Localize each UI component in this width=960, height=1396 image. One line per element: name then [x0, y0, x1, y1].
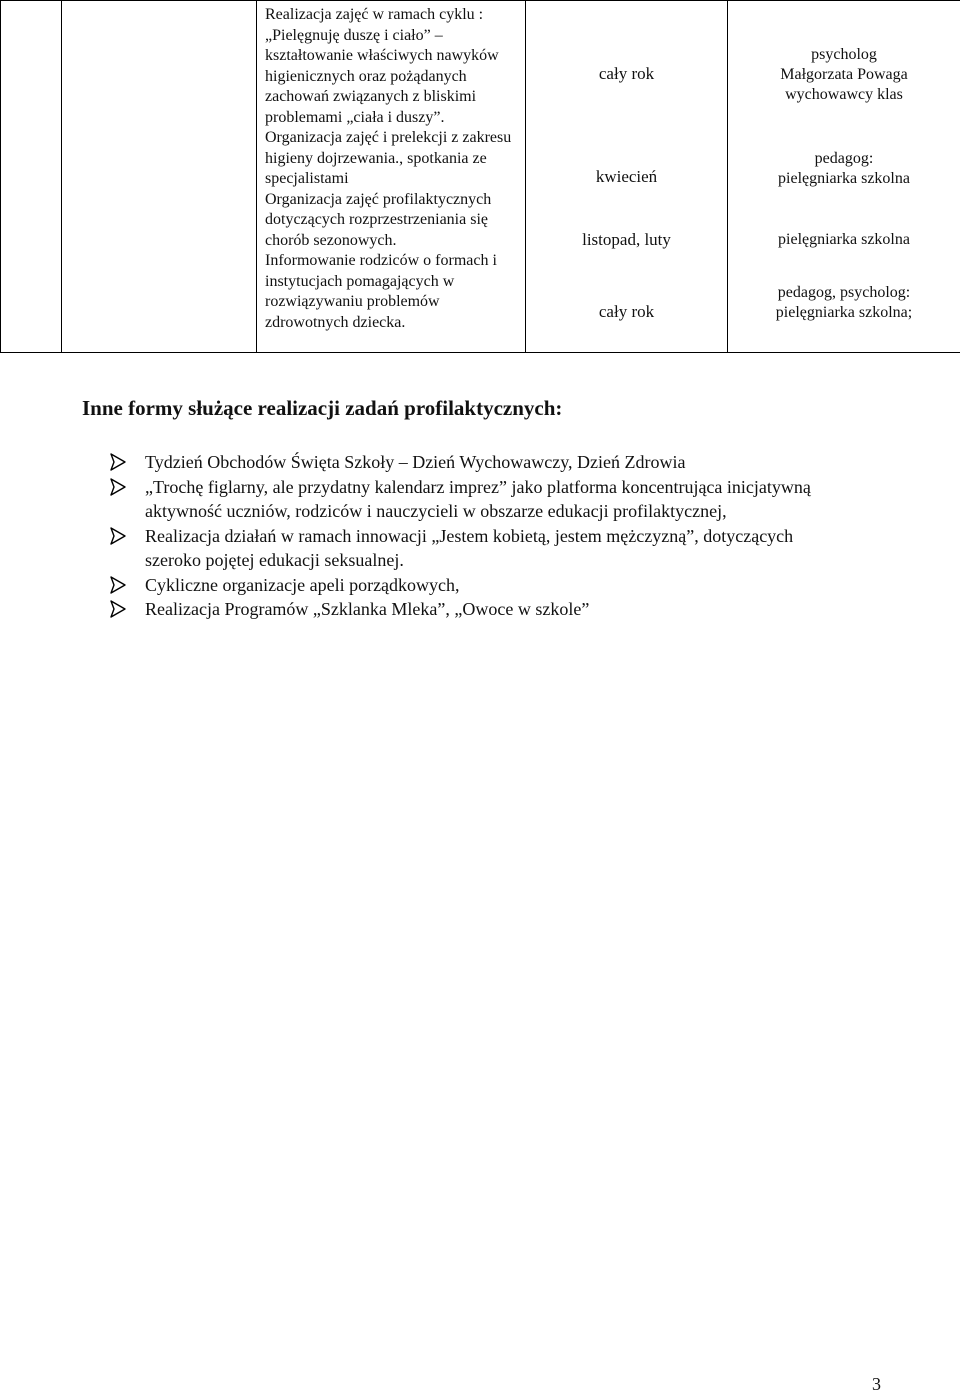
bullet-text: Cykliczne organizacje apeli porządkowych, — [145, 574, 460, 595]
bullet-text: Realizacja Programów „Szklanka Mleka”, „Owoce w szkole” — [145, 599, 590, 619]
list-item — [108, 573, 848, 598]
term-text: listopad, luty — [582, 230, 671, 249]
page-number: 3 — [872, 1374, 881, 1394]
responsible-text: pielęgniarka szkolna; — [775, 304, 913, 321]
table-row — [1, 1, 960, 353]
term-text: cały rok — [598, 302, 655, 321]
empty-cell — [62, 1, 257, 353]
list-item — [108, 450, 848, 475]
responsible-text: Małgorzata Powaga — [780, 66, 908, 83]
responsible-text: wychowawcy klas — [785, 86, 903, 103]
empty-cell — [1, 1, 62, 353]
term-text: cały rok — [598, 64, 655, 83]
responsible-text: pedagog: — [814, 150, 874, 167]
section-heading: Inne formy służące realizacji zadań profilaktycznych: — [82, 396, 563, 420]
arrow-bullet-icon — [108, 573, 128, 597]
arrow-bullet-icon — [108, 450, 128, 474]
bullet-text: Tydzień Obchodów Święta Szkoły – Dzień Wychowawczy, Dzień Zdrowia — [145, 452, 686, 472]
term-text: kwiecień — [595, 167, 658, 186]
bullet-text: „Trochę figlarny, ale przydatny kalendarz imprez” jako platforma koncentrująca inicjatywną aktywność uczniów, rodziców i nauczycieli w obszarze edukacji profilaktycznej, — [145, 476, 811, 521]
responsible-cell — [728, 1, 960, 353]
arrow-bullet-icon — [108, 524, 128, 548]
list-item — [108, 597, 848, 622]
bullet-list — [108, 450, 848, 622]
activity-text: Informowanie rodziców o formach i instytucjach pomagających w rozwiązywaniu problemów zdrowotnych dziecka. — [265, 252, 497, 331]
bullet-text: Realizacja działań w ramach innowacji „Jestem kobietą, jestem mężczyzną”, dotyczących szeroko pojętej edukacji seksualnej. — [145, 525, 794, 570]
activity-text: Realizacja zajęć w ramach cyklu :„Pielęgnuję duszę i ciało” – kształtowanie właściwych nawyków higienicznych oraz pożądanych zachowań związanych z bliskimi problemami „ciała i duszy”. — [265, 6, 499, 126]
responsible-text: pedagog, psycholog: — [777, 284, 911, 301]
list-item — [108, 475, 848, 524]
activities-table — [0, 0, 960, 353]
arrow-bullet-icon — [108, 597, 128, 621]
activities-cell — [257, 1, 526, 353]
activity-text: Organizacja zajęć i prelekcji z zakresu higieny dojrzewania., spotkania ze specjalistami — [265, 129, 512, 187]
responsible-text: psycholog — [811, 46, 877, 63]
activity-text: Organizacja zajęć profilaktycznych dotyczących rozprzestrzeniania się chorób sezonowych. — [265, 190, 492, 249]
responsible-text: pielęgniarka szkolna — [778, 231, 910, 248]
list-item — [108, 524, 848, 573]
arrow-bullet-icon — [108, 475, 128, 499]
responsible-text: pielęgniarka szkolna — [778, 170, 910, 187]
terms-cell — [526, 1, 728, 353]
